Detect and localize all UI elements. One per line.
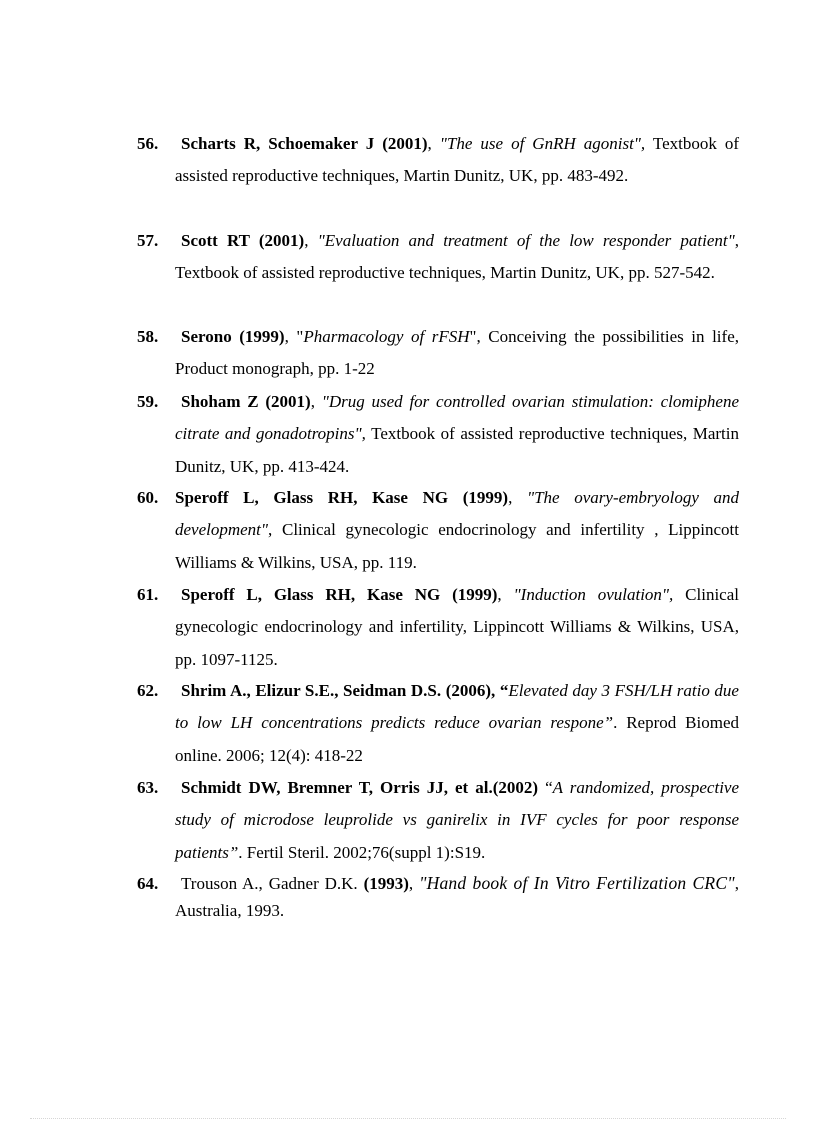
- reference-item: [137, 482, 739, 579]
- reference-source: , Clinical gynecologic endocrinology and infertility , Lippincott Williams & Wilkins, USA, pp. 119.: [175, 520, 739, 572]
- reference-authors: Scharts R, Schoemaker J: [181, 134, 375, 153]
- reference-item: [137, 128, 739, 193]
- reference-source: . Reprod Biomed online. 2006; 12(4): 418-22: [175, 713, 739, 765]
- reference-title: "Induction ovulation",: [513, 585, 674, 604]
- reference-source: Textbook of assisted reproductive techniques, Martin Dunitz, UK, pp. 413-424.: [175, 424, 740, 476]
- reference-authors: Shoham Z: [181, 392, 259, 411]
- reference-year: (1999): [440, 585, 498, 604]
- reference-year: (1999): [231, 327, 285, 346]
- reference-text: [175, 225, 739, 290]
- reference-number: 56.: [137, 134, 159, 153]
- reference-title: "Drug used for controlled ovarian stimulation: clomiphene citrate and gonadotropins",: [175, 392, 739, 444]
- reference-separator: ,: [427, 134, 440, 153]
- reference-item: [137, 772, 739, 869]
- reference-text: [175, 772, 739, 869]
- reference-title: "The ovary-embryology and development": [175, 488, 740, 540]
- reference-authors: Serono: [181, 327, 232, 346]
- reference-source: , Australia, 1993.: [175, 874, 739, 920]
- reference-year: (2001): [258, 392, 311, 411]
- reference-separator: ,: [310, 392, 322, 411]
- reference-separator: ,: [497, 585, 514, 604]
- reference-title: "Evaluation and treatment of the low responder patient": [317, 231, 735, 250]
- reference-separator: ,: [508, 488, 527, 507]
- reference-year: (2001): [374, 134, 428, 153]
- reference-item: [137, 386, 739, 483]
- reference-separator: ,: [304, 231, 318, 250]
- reference-number: 58.: [137, 327, 159, 346]
- reference-item: [137, 675, 739, 772]
- reference-year: (2001): [249, 231, 305, 250]
- reference-year: (1999): [448, 488, 509, 507]
- reference-text: [175, 579, 739, 676]
- reference-year: (1993): [357, 874, 409, 893]
- reference-number: 64.: [137, 874, 159, 893]
- reference-source: , Textbook of assisted reproductive techniques, Martin Dunitz, UK, pp. 527-542.: [175, 231, 739, 283]
- reference-item: [137, 321, 739, 386]
- reference-authors: Shrim A., Elizur S.E., Seidman D.S.: [181, 681, 442, 700]
- reference-title: Pharmacology of rFSH: [303, 327, 470, 346]
- reference-item: [137, 225, 739, 290]
- reference-number: 60.: [137, 488, 159, 507]
- page-bottom-divider: [30, 1118, 786, 1119]
- reference-text: [175, 870, 739, 924]
- reference-authors: Trouson A., Gadner D.K.: [181, 874, 358, 893]
- reference-source: . Fertil Steril. 2002;76(suppl 1):S19.: [238, 842, 486, 862]
- reference-item: [137, 579, 739, 676]
- reference-year: (2002): [492, 778, 539, 797]
- reference-text: [175, 321, 739, 386]
- reference-number: 62.: [137, 681, 159, 700]
- reference-title: "The use of GnRH agonist",: [439, 134, 646, 153]
- reference-text: [175, 675, 739, 772]
- reference-number: 61.: [137, 585, 159, 604]
- reference-text: [175, 386, 739, 483]
- reference-source: Clinical gynecologic endocrinology and infertility, Lippincott Williams & Wilkins, USA, pp. 1097-1125.: [175, 585, 739, 669]
- reference-source: Textbook of assisted reproductive techniques, Martin Dunitz, UK, pp. 483-492.: [175, 134, 740, 186]
- reference-number: 59.: [137, 392, 159, 411]
- reference-separator: , ": [284, 327, 304, 346]
- reference-number: 63.: [137, 778, 159, 797]
- reference-title: A randomized, prospective study of microdose leuprolide vs ganirelix in IVF cycles for poor response patients”: [175, 778, 740, 862]
- reference-authors: Scott RT: [181, 231, 250, 250]
- reference-authors: Schmidt DW, Bremner T, Orris JJ, et al.: [181, 778, 493, 797]
- reference-source: ", Conceiving the possibilities in life, Product monograph, pp. 1-22: [175, 327, 739, 379]
- reference-title: Elevated day 3 FSH/LH ratio due to low LH concentrations predicts reduce ovarian respone”: [175, 681, 739, 733]
- reference-text: [175, 482, 739, 579]
- reference-separator: ,: [408, 874, 420, 893]
- reference-number: 57.: [137, 231, 159, 250]
- reference-title: "Hand book of In Vitro Fertilization CRC": [419, 873, 735, 893]
- reference-authors: Speroff L, Glass RH, Kase NG: [181, 585, 441, 604]
- reference-text: [175, 128, 739, 193]
- reference-year: (2006), “: [441, 681, 509, 700]
- reference-authors: Speroff L, Glass RH, Kase NG: [175, 488, 449, 507]
- reference-item: [137, 870, 739, 924]
- reference-separator: “: [538, 778, 553, 797]
